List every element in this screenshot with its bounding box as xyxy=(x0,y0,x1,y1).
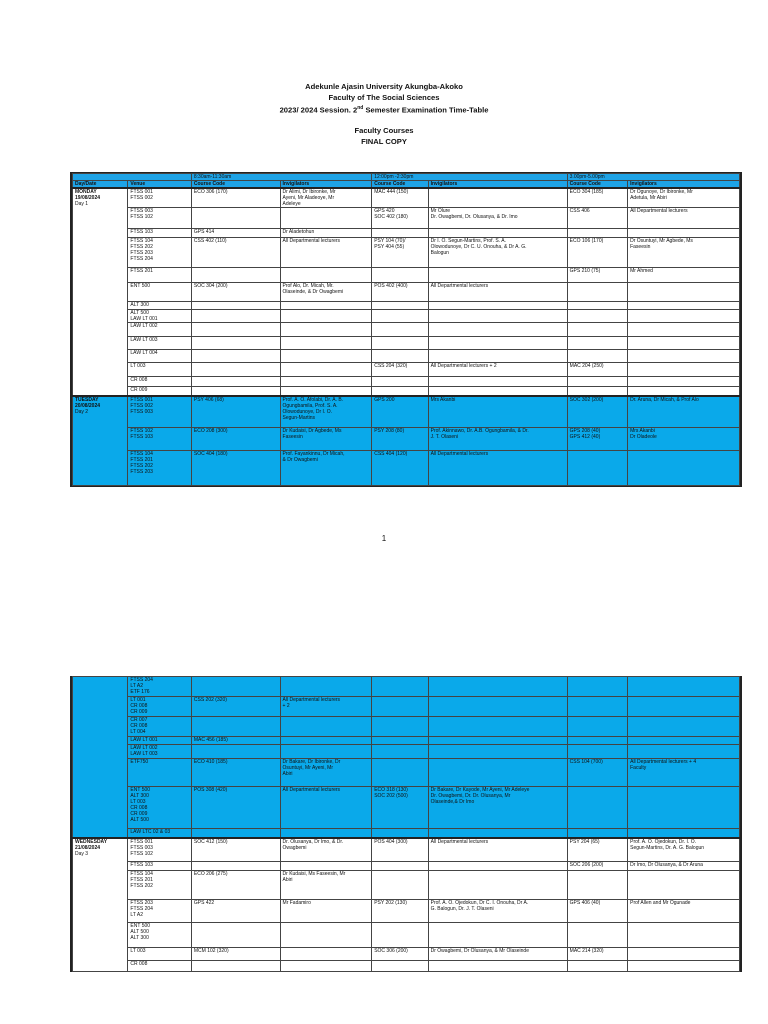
invigilators-cell xyxy=(428,188,567,208)
invigilators-cell xyxy=(280,829,372,839)
invigilators-cell xyxy=(280,745,372,759)
course-code-cell xyxy=(372,697,428,717)
course-code-cell xyxy=(372,337,428,350)
faculty-name: Faculty of The Social Sciences xyxy=(328,92,440,102)
timetable-row xyxy=(73,948,740,961)
timetable-page-2 xyxy=(70,676,742,972)
course-code-cell xyxy=(567,283,627,302)
venue-cell: LT 003 xyxy=(128,948,191,961)
invigilators-cell xyxy=(280,363,372,377)
invigilators-cell xyxy=(628,350,740,363)
invigilators-cell xyxy=(280,387,372,397)
course-code-cell: GPS 414 xyxy=(191,229,280,238)
invigilators-cell xyxy=(428,829,567,839)
course-code-cell xyxy=(567,697,627,717)
invigilators-cell xyxy=(628,717,740,737)
time-slot-header: 12:00pm -2:30pm xyxy=(372,174,567,181)
course-code-cell: GPS 210 (75) xyxy=(567,268,627,283)
course-code-cell: MCM 102 (320) xyxy=(191,948,280,961)
page-number: 1 xyxy=(381,534,387,543)
course-code-cell xyxy=(567,387,627,397)
invigilators-cell xyxy=(428,759,567,787)
invigilators-cell xyxy=(428,745,567,759)
venue-cell: LAW LT 002 LAW LT 003 xyxy=(128,745,191,759)
course-code-cell: ECO 106 (170) xyxy=(567,238,627,268)
invigilators-cell: Dr Owagbemi, Dr Olusanya, & Mr Olaseinde xyxy=(428,948,567,961)
course-code-cell: SOC 206 (200) xyxy=(567,862,627,871)
timetable-row xyxy=(73,310,740,323)
venue-cell: FTSS 201 xyxy=(128,268,191,283)
timetable-row xyxy=(73,451,740,486)
invigilators-cell xyxy=(428,871,567,900)
venue-cell: FTSS 203 FTSS 204 LT A2 xyxy=(128,900,191,923)
timetable-row xyxy=(73,387,740,397)
course-code-cell xyxy=(567,323,627,337)
course-code-cell xyxy=(372,387,428,397)
course-code-cell: POS 308 (420) xyxy=(191,787,280,829)
venue-cell: FTSS 104 FTSS 201 FTSS 202 FTSS 203 xyxy=(128,451,191,486)
invigilators-cell: Prof. Akinnawo, Dr. A.B. Ogungbamila, & Dr. J. T. Olaseni xyxy=(428,428,567,451)
course-code-cell xyxy=(191,363,280,377)
invigilators-cell: Dr Kudaisi, Ms Faseesin, Mr Abiri xyxy=(280,871,372,900)
venue-cell: LT 003 xyxy=(128,363,191,377)
column-header-row xyxy=(73,181,740,189)
day-daynum: Day 1 xyxy=(75,201,89,207)
timetable-row xyxy=(73,759,740,787)
course-code-cell xyxy=(191,377,280,387)
invigilators-cell xyxy=(628,337,740,350)
day-daynum: Day 3 xyxy=(75,851,89,857)
invigilators-cell: Mrs Akanbi Dr Oladeole xyxy=(628,428,740,451)
invigilators-cell xyxy=(628,323,740,337)
invigilators-cell xyxy=(280,948,372,961)
day-date: 21/08/2024 xyxy=(75,845,101,851)
course-code-cell xyxy=(372,268,428,283)
venue-cell: ENT 500 ALT 300 LT 003 CR 008 CR 009 ALT 500 xyxy=(128,787,191,829)
course-code-cell: POS 404 (300) xyxy=(372,838,428,862)
course-code-cell: GPS 406 (40) xyxy=(567,900,627,923)
course-code-cell: CSS 406 xyxy=(567,208,627,229)
invigilators-cell xyxy=(428,377,567,387)
invigilators-cell xyxy=(280,268,372,283)
venue-cell: ENT 500 xyxy=(128,283,191,302)
venue-cell: FTSS 001 FTSS 002 xyxy=(128,188,191,208)
course-code-cell: CSS 404 (120) xyxy=(372,451,428,486)
invigilators-cell: Prof. A. O. Ojedokun, Dr. I. O. Segun-Martins, Dr. A. G. Balogun xyxy=(628,838,740,862)
course-code-cell: GPS 200 xyxy=(372,396,428,428)
invigilators-cell: All Departmental lecturers xyxy=(280,787,372,829)
venue-cell: ETF750 xyxy=(128,759,191,787)
venue-cell: LT 001 CR 008 CR 009 xyxy=(128,697,191,717)
invigilators-cell xyxy=(280,302,372,310)
timetable-row xyxy=(73,377,740,387)
course-code-cell xyxy=(191,717,280,737)
invigilators-cell xyxy=(428,310,567,323)
course-code-cell xyxy=(191,350,280,363)
invigilators-cell: Mr Olure Dr. Owagbemi, Dr. Olusanya, & Dr. Imo xyxy=(428,208,567,229)
venue-cell: FTSS 001 FTSS 002 FTSS 003 xyxy=(128,396,191,428)
course-code-cell xyxy=(567,787,627,829)
invigilators-cell xyxy=(428,923,567,948)
timetable-table-continued xyxy=(72,676,740,972)
section-title: Faculty Courses xyxy=(354,126,414,136)
venue-cell: FTSS 104 FTSS 201 FTSS 202 xyxy=(128,871,191,900)
venue-cell: FTSS 102 FTSS 103 xyxy=(128,428,191,451)
course-code-cell xyxy=(372,871,428,900)
day-date-cell xyxy=(73,396,128,486)
course-code-cell: CSS 202 (320) xyxy=(191,697,280,717)
invigilators-cell xyxy=(428,717,567,737)
timetable-row xyxy=(73,787,740,829)
invigilators-cell: Prof. A. O. Afolabi, Dr. A. B. Ogungbamila, Prof. S. A. Olowodunoye, Dr I. O. Segun-Martins xyxy=(280,396,372,428)
course-code-cell xyxy=(372,961,428,972)
invigilators-cell xyxy=(428,677,567,697)
invigilators-cell: Prof. A. O. Ojedokun, Dr C. I. Onouha, Dr A. G. Balogun, Dr. J. T. Olaseni xyxy=(428,900,567,923)
time-slot-header: 8:30am-11:30am xyxy=(191,174,371,181)
day-date-cell xyxy=(73,188,128,396)
course-code-cell xyxy=(191,208,280,229)
column-header: Venue xyxy=(128,181,191,189)
timetable-page-1 xyxy=(70,172,742,487)
column-header: Course Code xyxy=(567,181,627,189)
invigilators-cell: Prof Allen and Mr Ogunade xyxy=(628,900,740,923)
course-code-cell xyxy=(372,717,428,737)
course-code-cell xyxy=(567,871,627,900)
timetable-row xyxy=(73,737,740,745)
invigilators-cell: Mr Ahmed xyxy=(628,268,740,283)
invigilators-cell xyxy=(280,862,372,871)
course-code-cell: ECO 304 (185) xyxy=(567,188,627,208)
invigilators-cell xyxy=(428,862,567,871)
copy-label: FINAL COPY xyxy=(361,136,407,146)
invigilators-cell xyxy=(428,268,567,283)
invigilators-cell xyxy=(628,451,740,486)
venue-cell: ALT 300 xyxy=(128,302,191,310)
invigilators-cell: All Departmental lecturers + 2 xyxy=(280,697,372,717)
course-code-cell: POS 402 (400) xyxy=(372,283,428,302)
invigilators-cell: All Departmental lecturers xyxy=(428,451,567,486)
day-date-cell xyxy=(73,677,128,839)
document-header xyxy=(0,82,768,147)
invigilators-cell xyxy=(280,350,372,363)
university-name: Adekunle Ajasin University Akungba-Akoko xyxy=(305,82,463,91)
timetable-row xyxy=(73,268,740,283)
invigilators-cell: Prof Alo, Dr. Micah, Mr. Olaseinde, & Dr Owagbemi xyxy=(280,283,372,302)
venue-cell: LAW LT 001 xyxy=(128,737,191,745)
course-code-cell: ECO 206 (275) xyxy=(191,871,280,900)
invigilators-cell xyxy=(280,337,372,350)
course-code-cell: GPS 422 xyxy=(191,900,280,923)
invigilators-cell xyxy=(280,677,372,697)
venue-cell: FTSS 001 FTSS 003 FTSS 102 xyxy=(128,838,191,862)
invigilators-cell xyxy=(428,302,567,310)
timetable-row xyxy=(73,677,740,697)
day-date: 20/08/2024 xyxy=(75,403,101,409)
course-code-cell xyxy=(372,350,428,363)
course-code-cell xyxy=(191,337,280,350)
invigilators-cell: Dr Aladetohun xyxy=(280,229,372,238)
timetable-row xyxy=(73,697,740,717)
course-code-cell xyxy=(567,451,627,486)
invigilators-cell xyxy=(628,948,740,961)
invigilators-cell: Dr Bakare, Dr Ibironke, Dr Osuntuyi, Mr Ayeni, Mr Abiri xyxy=(280,759,372,787)
invigilators-cell xyxy=(428,323,567,337)
timetable-row xyxy=(73,323,740,337)
invigilators-cell: All Departmental lecturers xyxy=(428,283,567,302)
course-code-cell xyxy=(191,387,280,397)
course-code-cell xyxy=(372,923,428,948)
venue-cell: LAW LT 003 xyxy=(128,337,191,350)
course-code-cell xyxy=(191,961,280,972)
course-code-cell xyxy=(372,229,428,238)
invigilators-cell xyxy=(428,229,567,238)
course-code-cell xyxy=(567,829,627,839)
invigilators-cell xyxy=(428,961,567,972)
venue-cell: LAW LT 004 xyxy=(128,350,191,363)
course-code-cell: CSS 402 (110) xyxy=(191,238,280,268)
course-code-cell: MAC 444 (150) xyxy=(372,188,428,208)
invigilators-cell xyxy=(428,350,567,363)
course-code-cell: PSY 406 (68) xyxy=(191,396,280,428)
course-code-cell: ECO 208 (300) xyxy=(191,428,280,451)
course-code-cell: MAC 204 (250) xyxy=(567,363,627,377)
invigilators-cell xyxy=(280,737,372,745)
invigilators-cell xyxy=(628,302,740,310)
invigilators-cell xyxy=(428,737,567,745)
course-code-cell xyxy=(372,759,428,787)
course-code-cell xyxy=(372,862,428,871)
invigilators-cell: Dr Osuntuyi, Mr Agbede, Ms Faseesin xyxy=(628,238,740,268)
timetable-row xyxy=(73,396,740,428)
venue-cell: CR 008 xyxy=(128,377,191,387)
invigilators-cell xyxy=(628,871,740,900)
timetable-row xyxy=(73,208,740,229)
course-code-cell: SOC 306 (200) xyxy=(372,948,428,961)
course-code-cell xyxy=(567,302,627,310)
venue-cell: FTSS 103 xyxy=(128,229,191,238)
day-day: MONDAY xyxy=(75,189,97,195)
timetable-row xyxy=(73,428,740,451)
venue-cell: CR 008 xyxy=(128,961,191,972)
invigilators-cell: Dr Bakare, Dr Kayode, Mr Ayeni, Mr Adeleye Dr. Owagbemi, Dr. Dr. Olusanya, Mr Olaseinde,& Dr Imo xyxy=(428,787,567,829)
venue-cell: CR 009 xyxy=(128,387,191,397)
course-code-cell xyxy=(191,862,280,871)
invigilators-cell xyxy=(280,323,372,337)
invigilators-cell: Mrs Akanbi xyxy=(428,396,567,428)
timetable-row xyxy=(73,238,740,268)
timetable-row xyxy=(73,302,740,310)
invigilators-cell xyxy=(428,387,567,397)
invigilators-cell xyxy=(280,208,372,229)
timetable-row xyxy=(73,900,740,923)
timetable-row xyxy=(73,337,740,350)
course-code-cell xyxy=(191,677,280,697)
invigilators-cell xyxy=(628,377,740,387)
invigilators-cell xyxy=(628,363,740,377)
venue-cell: CR 007 CR 008 LT 004 xyxy=(128,717,191,737)
course-code-cell xyxy=(567,961,627,972)
course-code-cell xyxy=(567,350,627,363)
course-code-cell xyxy=(567,377,627,387)
course-code-cell xyxy=(567,229,627,238)
venue-cell: ALT 500 LAW LT 001 xyxy=(128,310,191,323)
invigilators-cell xyxy=(280,310,372,323)
invigilators-cell xyxy=(428,697,567,717)
venue-cell: ENT 500 ALT 500 ALT 300 xyxy=(128,923,191,948)
course-code-cell: GPS 420 SOC 402 (180) xyxy=(372,208,428,229)
invigilators-cell: Mr Fadamiro xyxy=(280,900,372,923)
course-code-cell xyxy=(567,310,627,323)
invigilators-cell: Dr Alimi, Dr Ibironke, Mr Ayeni, Mr Aladeoye, Mr Adeleye xyxy=(280,188,372,208)
timetable-table xyxy=(72,173,740,486)
invigilators-cell xyxy=(628,677,740,697)
course-code-cell xyxy=(191,310,280,323)
invigilators-cell xyxy=(628,229,740,238)
course-code-cell: ECO 306 (170) xyxy=(191,188,280,208)
course-code-cell xyxy=(372,323,428,337)
timetable-row xyxy=(73,862,740,871)
timetable-row xyxy=(73,923,740,948)
invigilators-cell: All Departmental lecturers + 4 Faculty xyxy=(628,759,740,787)
invigilators-cell xyxy=(628,961,740,972)
course-code-cell xyxy=(567,677,627,697)
column-header: Invigilators xyxy=(428,181,567,189)
course-code-cell: SOC 404 (180) xyxy=(191,451,280,486)
timetable-row xyxy=(73,350,740,363)
timetable-row xyxy=(73,745,740,759)
invigilators-cell: Prof. Fayankinnu, Dr Micah, & Dr Owagbemi xyxy=(280,451,372,486)
course-code-cell xyxy=(372,377,428,387)
day-date-cell xyxy=(73,838,128,972)
timetable-row xyxy=(73,283,740,302)
course-code-cell xyxy=(567,737,627,745)
course-code-cell xyxy=(372,310,428,323)
column-header: Course Code xyxy=(372,181,428,189)
course-code-cell: PSY 104 (70)/ PSY 404 (55) xyxy=(372,238,428,268)
course-code-cell xyxy=(372,302,428,310)
invigilators-cell: Dr Kudaisi, Dr Agbede, Ms Faseesin xyxy=(280,428,372,451)
invigilators-cell: Dr. Aruna, Dr Micah, & Prof Alo xyxy=(628,396,740,428)
timetable-row xyxy=(73,871,740,900)
course-code-cell xyxy=(191,745,280,759)
invigilators-cell xyxy=(280,923,372,948)
invigilators-cell: Dr. Olusanya, Dr Imo, & Dr. Owagbemi xyxy=(280,838,372,862)
course-code-cell: MAC 214 (320) xyxy=(567,948,627,961)
invigilators-cell xyxy=(628,737,740,745)
course-code-cell: ECO 410 (185) xyxy=(191,759,280,787)
column-header: Invigilators xyxy=(628,181,740,189)
course-code-cell: PSY 202 (130) xyxy=(372,900,428,923)
invigilators-cell: All Departmental lecturers + 2 xyxy=(428,363,567,377)
venue-cell: LAW LTC 02 & 03 xyxy=(128,829,191,839)
course-code-cell xyxy=(191,923,280,948)
course-code-cell: MAC 456 (185) xyxy=(191,737,280,745)
course-code-cell xyxy=(567,717,627,737)
invigilators-cell xyxy=(628,829,740,839)
invigilators-cell xyxy=(280,961,372,972)
timetable-row xyxy=(73,717,740,737)
timetable-row xyxy=(73,188,740,208)
course-code-cell xyxy=(567,337,627,350)
course-code-cell: GPS 208 (40) GPS 412 (40) xyxy=(567,428,627,451)
invigilators-cell xyxy=(628,697,740,717)
course-code-cell xyxy=(567,745,627,759)
course-code-cell xyxy=(372,737,428,745)
venue-cell: FTSS 003 FTSS 102 xyxy=(128,208,191,229)
venue-cell: FTSS 204 LT A2 ETF 176 xyxy=(128,677,191,697)
course-code-cell xyxy=(191,302,280,310)
course-code-cell xyxy=(191,829,280,839)
course-code-cell: SOC 302 (200) xyxy=(567,396,627,428)
session-title: 2023/ 2024 Session. 2nd Semester Examination Time-Table xyxy=(279,105,489,115)
course-code-cell: SOC 304 (200) xyxy=(191,283,280,302)
venue-cell: FTSS 103 xyxy=(128,862,191,871)
invigilators-cell xyxy=(628,745,740,759)
course-code-cell xyxy=(372,829,428,839)
timetable-row xyxy=(73,229,740,238)
invigilators-cell: Dr Ogunoye, Dr Ibironke, Mr Adetula, Mr Abiri xyxy=(628,188,740,208)
course-code-cell: PSY 208 (80) xyxy=(372,428,428,451)
invigilators-cell xyxy=(280,377,372,387)
day-day: WEDNESDAY xyxy=(75,839,108,845)
timetable-row xyxy=(73,829,740,839)
invigilators-cell xyxy=(428,337,567,350)
invigilators-cell xyxy=(628,923,740,948)
column-header: Invigilators xyxy=(280,181,372,189)
venue-cell: LAW LT 002 xyxy=(128,323,191,337)
invigilators-cell xyxy=(628,787,740,829)
day-day: TUESDAY xyxy=(75,397,99,403)
invigilators-cell xyxy=(628,387,740,397)
timetable-row xyxy=(73,363,740,377)
course-code-cell: SOC 412 (150) xyxy=(191,838,280,862)
course-code-cell: ECO 318 (130) SOC 202 (500) xyxy=(372,787,428,829)
invigilators-cell: All Departmental lecturers xyxy=(428,838,567,862)
column-header: Course Code xyxy=(191,181,280,189)
course-code-cell xyxy=(567,923,627,948)
day-daynum: Day 2 xyxy=(75,409,89,415)
course-code-cell: CSS 204 (320) xyxy=(372,363,428,377)
invigilators-cell: All Departmental lecturers xyxy=(628,208,740,229)
venue-cell: FTSS 104 FTSS 202 FTSS 203 FTSS 204 xyxy=(128,238,191,268)
invigilators-cell: Dr I. O. Segun-Martins, Prof. S. A. Olowodunoye, Dr C. U. Onouha, & Dr A. G. Balogun xyxy=(428,238,567,268)
course-code-cell: PSY 204 (65) xyxy=(567,838,627,862)
time-slot-row xyxy=(73,174,740,181)
day-date: 19/08/2024 xyxy=(75,195,101,201)
invigilators-cell: All Departmental lecturers xyxy=(280,238,372,268)
timetable-row xyxy=(73,838,740,862)
course-code-cell xyxy=(191,323,280,337)
invigilators-cell xyxy=(628,283,740,302)
invigilators-cell: Dr Imo, Dr Olusanya, & Dr Aruna xyxy=(628,862,740,871)
invigilators-cell xyxy=(280,717,372,737)
invigilators-cell xyxy=(628,310,740,323)
course-code-cell xyxy=(372,745,428,759)
course-code-cell xyxy=(191,268,280,283)
timetable-row xyxy=(73,961,740,972)
time-slot-header: 3.00pm-5.00pm xyxy=(567,174,739,181)
column-header: Day/Date xyxy=(73,181,128,189)
course-code-cell: CSS 104 (700) xyxy=(567,759,627,787)
blank-cell xyxy=(73,174,192,181)
course-code-cell xyxy=(372,677,428,697)
